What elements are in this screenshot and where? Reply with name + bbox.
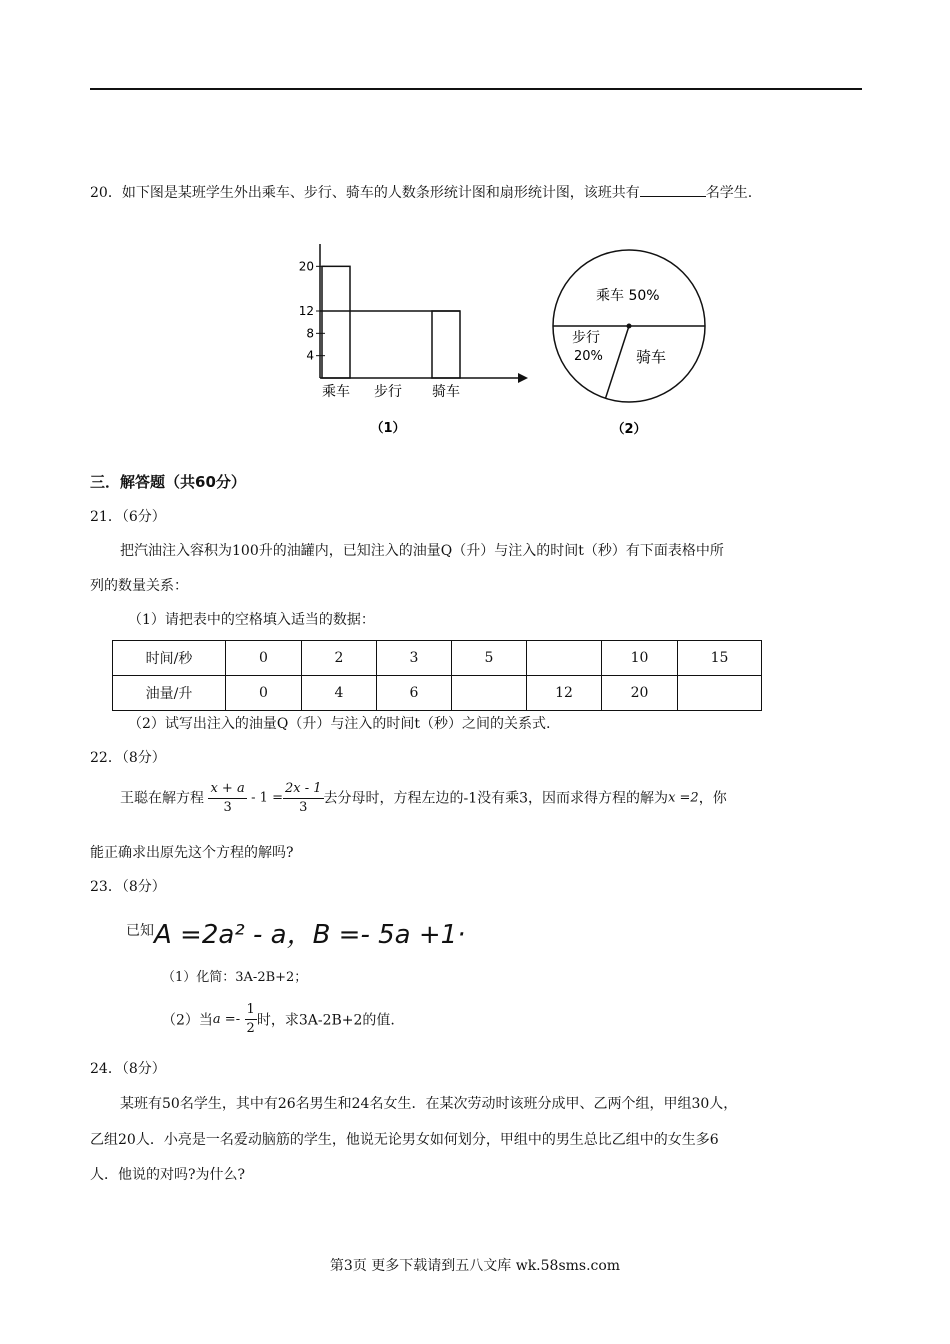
q21-sub-2: （2）试写出注入的油量Q（升）与注入的时间t（秒）之间的关系式. <box>128 716 551 732</box>
q24-head: 24．（8分） <box>90 1061 166 1077</box>
q20-text-after: 名学生. <box>705 185 753 201</box>
q22-solution: x =2 <box>668 790 699 806</box>
q21-paragraph-2: 列的数量关系： <box>90 578 188 594</box>
q22-fraction-left <box>208 780 246 817</box>
q20-answer-blank <box>640 183 706 197</box>
pie-label-walk-pct: 20% <box>574 349 603 364</box>
pie-chart <box>550 248 710 443</box>
q21-sub-1: （1）请把表中的空格填入适当的数据： <box>128 612 375 628</box>
section-3-title: 三．解答题（共60分） <box>90 473 246 491</box>
q23-head: 23．（8分） <box>90 879 166 895</box>
table-cell: 3 <box>377 641 452 676</box>
table-cell: 5 <box>452 641 527 676</box>
q23-sub-1: （1）化简：3A-2B+2； <box>162 970 308 985</box>
q23-sub2-var: a =- <box>212 1012 241 1027</box>
q23-known-label: 已知 <box>126 923 154 939</box>
bar-category-label: 步行 <box>374 384 402 400</box>
table-cell: 油量/升 <box>113 676 226 711</box>
q23-sub2-pre: （2）当 <box>162 1012 213 1029</box>
q20-text-before: 20．如下图是某班学生外出乘车、步行、骑车的人数条形统计图和扇形统计图，该班共有 <box>90 185 640 201</box>
pie-label-bike: 骑车 <box>636 348 667 366</box>
q22-fraction-right <box>283 780 324 817</box>
bar-3 <box>432 311 460 378</box>
q21-head: 21．（6分） <box>90 509 166 525</box>
table-row <box>113 676 762 711</box>
table-cell: 20 <box>602 676 678 711</box>
q24-line-3: 人．他说的对吗?为什么? <box>90 1167 246 1183</box>
q22-head: 22．（8分） <box>90 750 166 766</box>
q21-paragraph-1: 把汽油注入容积为100升的油罐内，已知注入的油量Q（升）与注入的时间t（秒）有下面表格中所 <box>120 543 724 559</box>
table-cell: 2 <box>302 641 377 676</box>
q24-line-1: 某班有50名学生，其中有26名男生和24名女生．在某次劳动时该班分成甲、乙两个组，甲组30人， <box>120 1096 738 1112</box>
table-cell: 12 <box>527 676 602 711</box>
header-rule <box>90 88 862 90</box>
q23-fraction <box>245 1001 257 1038</box>
pie-center-dot <box>627 324 632 329</box>
table-cell: 0 <box>226 641 302 676</box>
pie-chart-caption: （2） <box>611 422 647 437</box>
table-cell: 4 <box>302 676 377 711</box>
question-20 <box>90 183 752 203</box>
bar-x-axis-arrow-icon <box>518 373 528 383</box>
q22-line-2: 能正确求出原先这个方程的解吗? <box>90 845 294 861</box>
bar-chart-caption: （1） <box>370 421 406 436</box>
table-row <box>113 641 762 676</box>
table-cell: 6 <box>377 676 452 711</box>
q23-given <box>126 914 465 951</box>
table-cell: 时间/秒 <box>113 641 226 676</box>
bar-category-label: 骑车 <box>432 384 460 400</box>
table-cell <box>527 641 602 676</box>
q22-mid: - 1 = <box>251 790 283 806</box>
bar-y-tick-label: 4 <box>306 348 314 363</box>
q22-equation-line <box>120 780 727 817</box>
table-cell: 0 <box>226 676 302 711</box>
fraction-numerator: x + a <box>208 780 246 799</box>
fraction-denominator: 3 <box>299 800 308 815</box>
q23-sub-2 <box>162 1001 395 1038</box>
table-cell: 15 <box>678 641 762 676</box>
bar-1 <box>322 266 350 378</box>
fraction-denominator: 3 <box>223 800 232 815</box>
bar-y-tick-label: 8 <box>306 326 314 341</box>
bar-y-tick-label: 20 <box>298 259 314 274</box>
pie-label-walk: 步行 <box>572 330 600 346</box>
fraction-numerator: 2x - 1 <box>283 780 324 799</box>
bar-y-tick-label: 12 <box>298 304 314 318</box>
q23-sub2-post: 时，求3A-2B+2的值. <box>256 1012 395 1029</box>
table-cell <box>452 676 527 711</box>
fraction-denominator: 2 <box>246 1021 255 1036</box>
table-cell: 10 <box>602 641 678 676</box>
pie-label-ride: 乘车 50% <box>596 288 660 304</box>
q23-expression: A =2a² - a，B =- 5a +1· <box>154 920 466 950</box>
bar-chart <box>270 236 530 436</box>
q21-data-table <box>112 640 762 711</box>
fraction-numerator: 1 <box>245 1001 257 1020</box>
q24-line-2: 乙组20人．小亮是一名爱动脑筋的学生，他说无论男女如何划分，甲组中的男生总比乙组中的女生多6 <box>90 1132 719 1148</box>
q22-post: 去分母时，方程左边的-1没有乘3，因而求得方程的解为 <box>323 790 669 807</box>
page-footer: 第3页 更多下载请到五八文库 wk.58sms.com <box>329 1258 621 1274</box>
q22-tail: ，你 <box>698 790 727 807</box>
q22-pre: 王聪在解方程 <box>120 790 204 807</box>
table-cell <box>678 676 762 711</box>
bar-category-label: 乘车 <box>322 384 350 400</box>
